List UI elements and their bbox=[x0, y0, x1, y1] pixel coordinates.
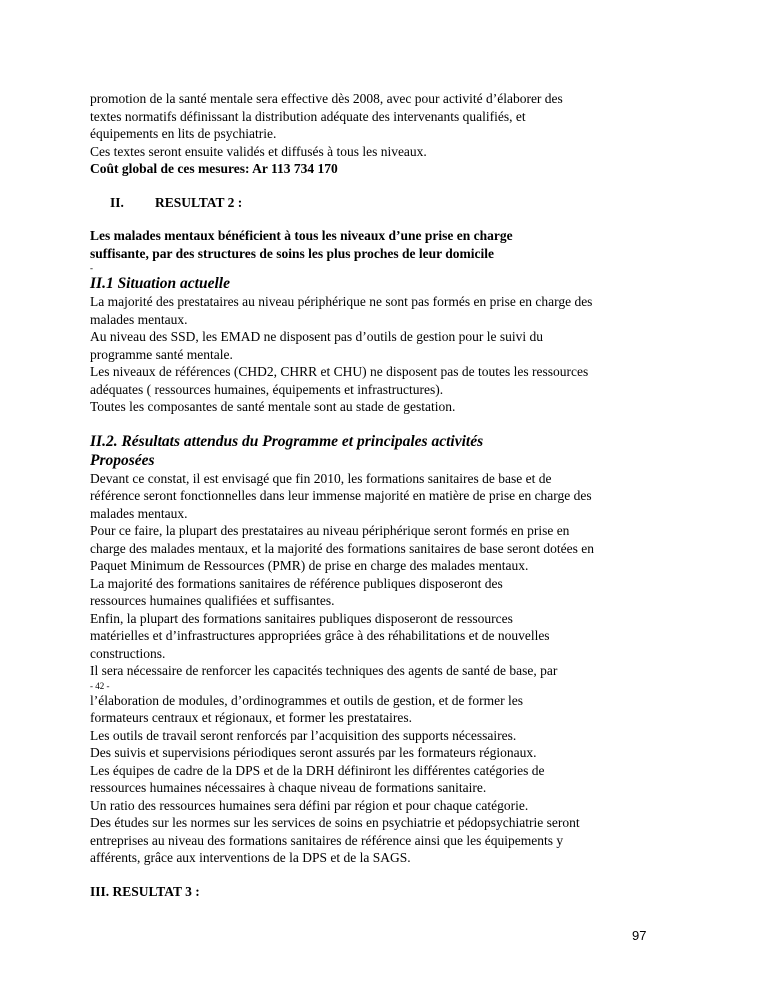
paragraph-line: charge des malades mentaux, et la majorité des formations sanitaires de base seront dotées en bbox=[90, 540, 594, 556]
paragraph-line: Il sera nécessaire de renforcer les capacités techniques des agents de santé de base, par bbox=[90, 663, 558, 678]
paragraph-line: malades mentaux. bbox=[90, 311, 188, 327]
page-body bbox=[90, 90, 670, 900]
result-2-heading bbox=[90, 194, 670, 212]
paragraph-line: Un ratio des ressources humaines sera défini par région et pour chaque catégorie. bbox=[90, 797, 529, 813]
paragraph-line: Des suivis et supervisions périodiques seront assurés par les formateurs régionaux. bbox=[90, 745, 537, 760]
paragraph-line: référence seront fonctionnelles dans leur immense majorité en matière de prise en charge des bbox=[90, 488, 592, 503]
cost-summary: Coût global de ces mesures: Ar 113 734 170 bbox=[90, 161, 338, 176]
paragraph-line: Les niveaux de références (CHD2, CHRR et CHU) ne disposent pas de toutes les ressources bbox=[90, 364, 589, 379]
paragraph-line: matérielles et d’infrastructures appropriées grâce à des réhabilitations et de nouvelles bbox=[90, 628, 550, 643]
paragraph-line: Des études sur les normes sur les services de soins en psychiatrie et pédopsychiatrie seront bbox=[90, 815, 580, 830]
paragraph-line: afférents, grâce aux interventions de la DPS et de la SAGS. bbox=[90, 850, 411, 865]
section-heading-results-continued: Proposées bbox=[90, 451, 155, 469]
page-number: 97 bbox=[632, 928, 647, 943]
intro-line: textes normatifs définissant la distribution adéquate des intervenants qualifiés, et bbox=[90, 108, 526, 124]
paragraph-line: ressources humaines nécessaires à chaque niveau de formations sanitaire. bbox=[90, 780, 487, 795]
paragraph-line: constructions. bbox=[90, 645, 166, 661]
paragraph-line: entreprises au niveau des formations sanitaires de référence ainsi que les équipements y bbox=[90, 832, 564, 848]
paragraph-line: Les équipes de cadre de la DPS et de la DRH définiront les différentes catégories de bbox=[90, 762, 545, 778]
paragraph-line: Enfin, la plupart des formations sanitaires publiques disposeront de ressources bbox=[90, 610, 513, 626]
result-2-number: II. bbox=[110, 194, 124, 210]
intro-line: Ces textes seront ensuite validés et diffusés à tous les niveaux. bbox=[90, 143, 427, 159]
result-2-statement-line: suffisante, par des structures de soins les plus proches de leur domicile bbox=[90, 245, 495, 261]
section-heading-results: II.2. Résultats attendus du Programme et principales activités bbox=[90, 432, 484, 450]
paragraph-line: programme santé mentale. bbox=[90, 346, 233, 362]
paragraph-line: Devant ce constat, il est envisagé que fin 2010, les formations sanitaires de base et de bbox=[90, 470, 552, 486]
section-heading-situation: II.1 Situation actuelle bbox=[90, 275, 230, 292]
paragraph-line: formateurs centraux et régionaux, et former les prestataires. bbox=[90, 710, 412, 725]
paragraph-line: Pour ce faire, la plupart des prestataires au niveau périphérique seront formés en prise en bbox=[90, 523, 570, 538]
intro-line: promotion de la santé mentale sera effective dès 2008, avec pour activité d’élaborer des bbox=[90, 91, 563, 106]
paragraph-line: La majorité des formations sanitaires de référence publiques disposeront des bbox=[90, 575, 503, 591]
paragraph-line: Les outils de travail seront renforcés par l’acquisition des supports nécessaires. bbox=[90, 727, 517, 743]
result-2-statement-line: Les malades mentaux bénéficient à tous les niveaux d’une prise en charge bbox=[90, 228, 513, 243]
result-3-heading: III. RESULTAT 3 : bbox=[90, 883, 200, 899]
paragraph-line: La majorité des prestataires au niveau périphérique ne sont pas formés en prise en charge des bbox=[90, 294, 593, 309]
inner-page-marker: - 42 - bbox=[90, 680, 110, 691]
paragraph-line: Paquet Minimum de Ressources (PMR) de prise en charge des malades mentaux. bbox=[90, 558, 529, 573]
paragraph-line: ressources humaines qualifiées et suffisantes. bbox=[90, 593, 335, 608]
paragraph-line: malades mentaux. bbox=[90, 505, 188, 521]
paragraph-line: Au niveau des SSD, les EMAD ne disposent pas d’outils de gestion pour le suivi du bbox=[90, 329, 543, 344]
paragraph-line: Toutes les composantes de santé mentale sont au stade de gestation. bbox=[90, 399, 456, 414]
paragraph-line: adéquates ( ressources humaines, équipements et infrastructures). bbox=[90, 381, 444, 397]
dash-marker: - bbox=[90, 263, 93, 273]
intro-line: équipements en lits de psychiatrie. bbox=[90, 126, 277, 141]
paragraph-line: l’élaboration de modules, d’ordinogrammes et outils de gestion, et de former les bbox=[90, 692, 524, 708]
result-2-title: RESULTAT 2 : bbox=[155, 194, 243, 210]
